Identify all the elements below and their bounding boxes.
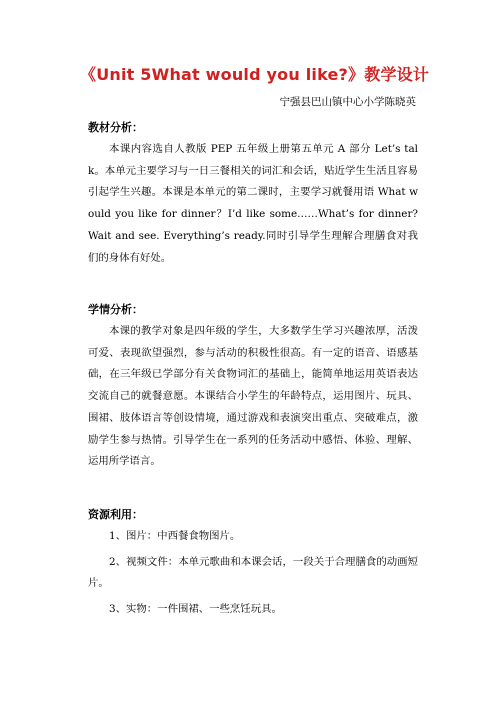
document-title: 《Unit 5What would you like?》教学设计 xyxy=(80,65,430,84)
section-materials xyxy=(88,117,418,269)
section-students xyxy=(88,299,418,473)
section-paragraph-students: 本课的教学对象是四年级的学生，大多数学生学习兴趣浓厚，活泼可爱、表现欲望强烈，参与活动的积极性很高。有一定的语音、语感基础，在三年级已学部分有关食物词汇的基础上，能简单地运用英语表达交流自己的就餐意愿。本课结合小学生的年龄特点，运用图片、玩具、围裙、肢体语言等创设情境，通过游戏和表演突出重点、突破难点，激励学生参与热情。引导学生在一系列的任务活动中感悟、体验、理解、运用所学语言。 xyxy=(88,325,418,468)
section-paragraph-materials: 本课内容选自人教版 PEP 五年级上册第五单元 A 部分 Let’s talk。本单元主要学习与一日三餐相关的词汇和会话，贴近学生生活且容易引起学生兴趣。本课是本单元的第二课时，主要学习就餐用语 What would you like for dinner？I’d like some……What’s for dinner? Wait and see. Everything’s ready.同时引导学生理解合理膳食对我们的身体有好处。 xyxy=(88,143,418,264)
section-heading-resources: 资源利用： xyxy=(88,508,143,521)
resource-item: 3、实物：一件围裙、一些烹饪玩具。 xyxy=(109,603,282,616)
author-line: 宁强县巴山镇中心小学陈晓英 xyxy=(279,96,416,108)
resource-item: 1、图片：中西餐食物图片。 xyxy=(109,530,241,542)
resource-item: 2、视频文件：本单元歌曲和本课会话，一段关于合理膳食的动画短片。 xyxy=(88,555,418,590)
section-resources xyxy=(88,504,418,625)
section-heading-materials: 教材分析： xyxy=(88,121,143,134)
section-heading-students: 学情分析： xyxy=(88,303,143,316)
